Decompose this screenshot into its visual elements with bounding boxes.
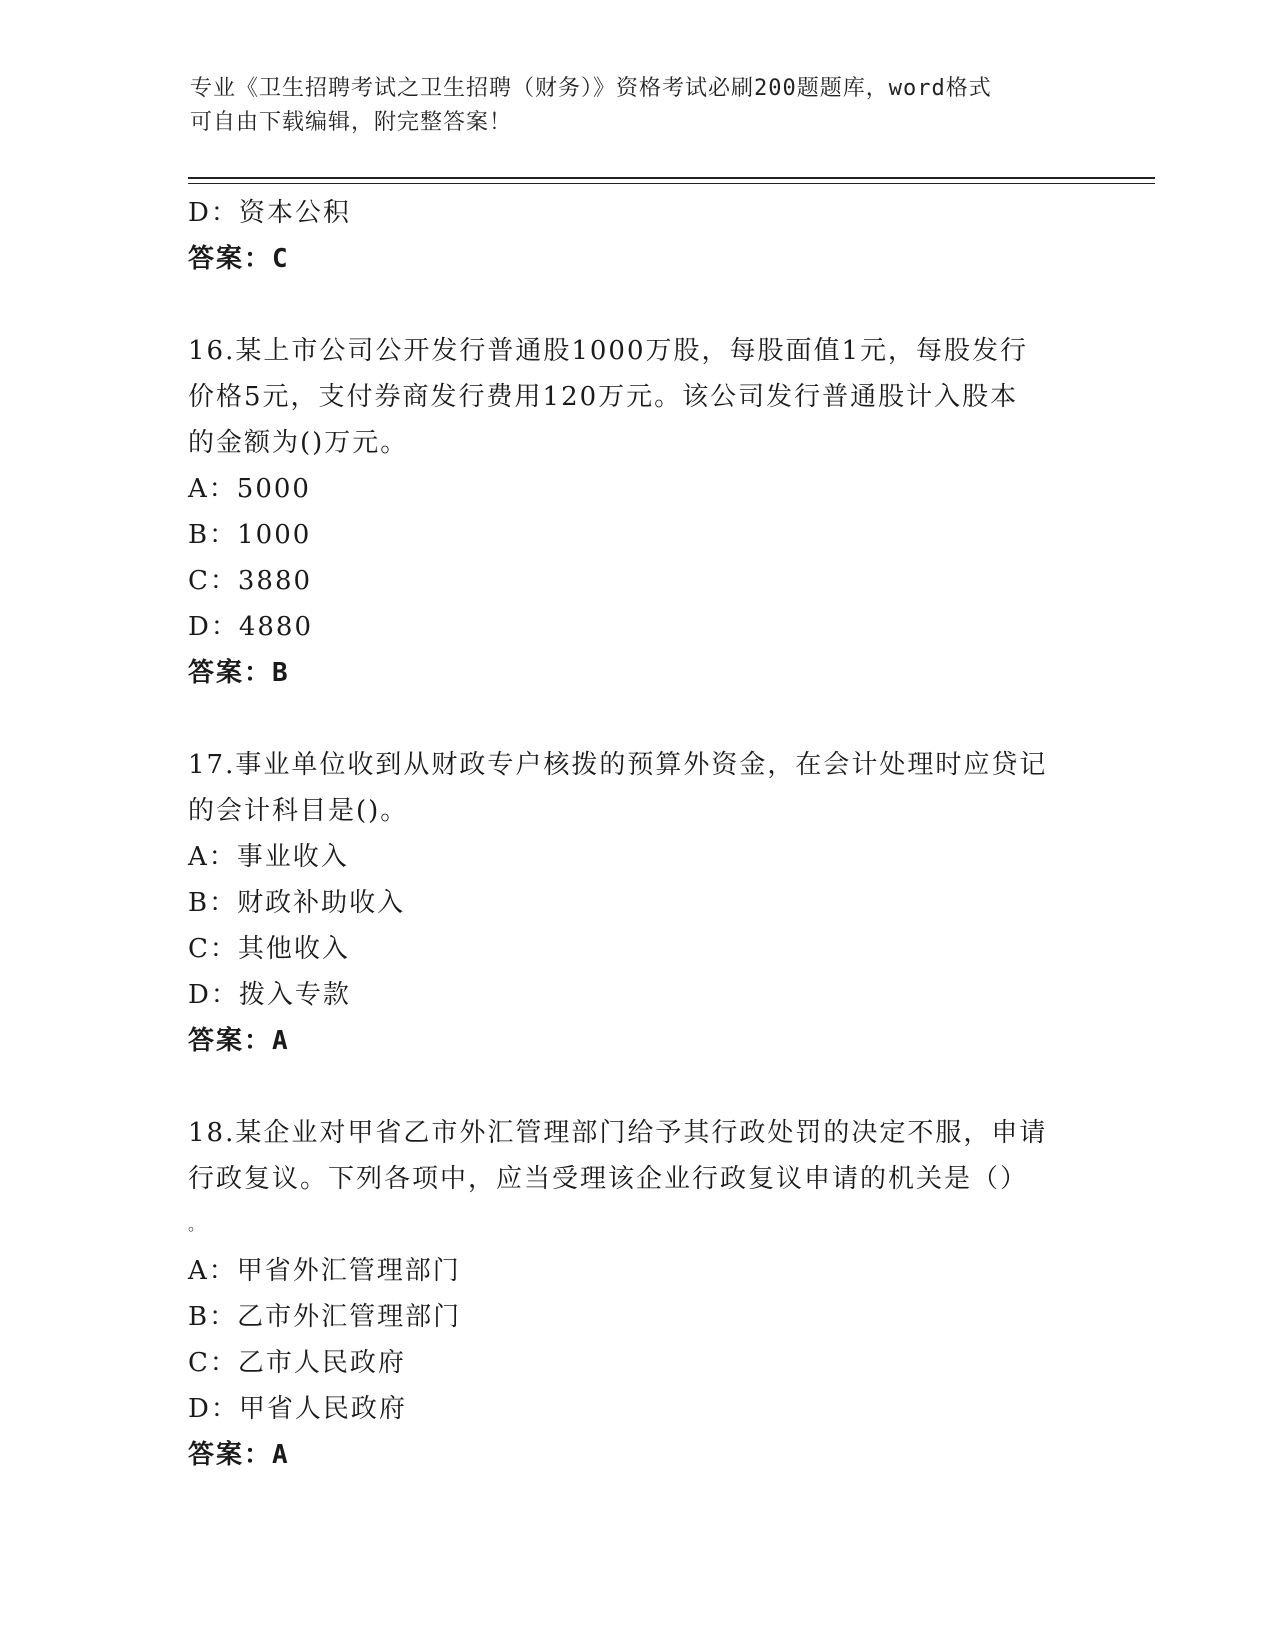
option-a: A：甲省外汇管理部门 bbox=[188, 1256, 461, 1286]
spacer bbox=[188, 696, 1088, 742]
question-text-line-1: 16.某上市公司公开发行普通股1000万股，每股面值1元，每股发行 bbox=[188, 336, 1029, 366]
option-c: C：3880 bbox=[188, 566, 313, 596]
header-title-line-2: 可自由下载编辑，附完整答案！ bbox=[190, 110, 513, 135]
answer: 答案：A bbox=[188, 1440, 290, 1470]
option-d: D：4880 bbox=[188, 612, 314, 642]
question-text-line-3: 。 bbox=[188, 1215, 207, 1234]
question-17 bbox=[188, 742, 1088, 1064]
option-b: B：乙市外汇管理部门 bbox=[188, 1302, 462, 1332]
header-divider-thick bbox=[188, 177, 1155, 179]
option-b: B：财政补助收入 bbox=[188, 888, 406, 918]
spacer bbox=[188, 1064, 1088, 1110]
question-text-line-3: 的金额为()万元。 bbox=[188, 428, 409, 458]
question-text-line-2: 行政复议。下列各项中，应当受理该企业行政复议申请的机关是（） bbox=[188, 1164, 1029, 1194]
header-title-line-1: 专业《卫生招聘考试之卫生招聘（财务）》资格考试必刷200题题库，word格式 bbox=[190, 76, 992, 101]
answer: 答案：C bbox=[188, 244, 290, 274]
spacer bbox=[188, 282, 1088, 328]
option-d: D：资本公积 bbox=[188, 198, 351, 228]
question-text-line-2: 价格5元，支付券商发行费用120万元。该公司发行普通股计入股本 bbox=[188, 382, 1019, 412]
option-a: A：5000 bbox=[188, 474, 311, 504]
header-divider-thin bbox=[188, 183, 1155, 184]
option-b: B：1000 bbox=[188, 520, 312, 550]
question-text-line-2: 的会计科目是()。 bbox=[188, 796, 409, 826]
question-18 bbox=[188, 1110, 1088, 1478]
question-text-line-1: 18.某企业对甲省乙市外汇管理部门给予其行政处罚的决定不服，申请 bbox=[188, 1118, 1048, 1148]
option-d: D：甲省人民政府 bbox=[188, 1394, 407, 1424]
option-c: C：其他收入 bbox=[188, 934, 350, 964]
answer: 答案：A bbox=[188, 1026, 290, 1056]
answer: 答案：B bbox=[188, 658, 290, 688]
previous-question-tail bbox=[188, 190, 1088, 282]
question-content bbox=[188, 190, 1088, 1478]
question-text-line-1: 17.事业单位收到从财政专户核拨的预算外资金，在会计处理时应贷记 bbox=[188, 750, 1048, 780]
question-16 bbox=[188, 328, 1088, 696]
option-d: D：拨入专款 bbox=[188, 980, 351, 1010]
option-c: C：乙市人民政府 bbox=[188, 1348, 406, 1378]
document-header bbox=[190, 72, 1070, 140]
option-a: A：事业收入 bbox=[188, 842, 349, 872]
